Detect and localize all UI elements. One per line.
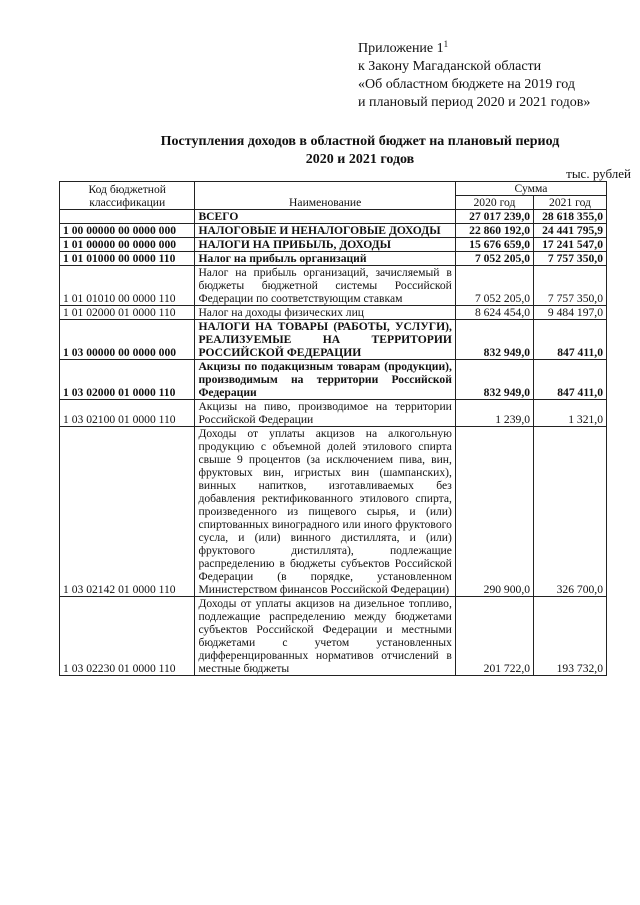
row-value-2021: 847 411,0: [534, 320, 607, 360]
row-name: НАЛОГОВЫЕ И НЕНАЛОГОВЫЕ ДОХОДЫ: [195, 224, 455, 238]
row-code: 1 01 01010 00 0000 110: [60, 266, 195, 306]
appendix-line-4: и плановый период 2020 и 2021 годов»: [358, 95, 591, 110]
header-year-2021: 2021 год: [534, 196, 607, 210]
row-value-2020: 290 900,0: [455, 427, 533, 597]
table-row: [60, 400, 607, 427]
document-title: [80, 133, 640, 169]
row-code: 1 00 00000 00 0000 000: [60, 224, 195, 238]
appendix-header: [358, 40, 628, 112]
row-value-2020: 8 624 454,0: [455, 306, 533, 320]
row-value-2020: 7 052 205,0: [455, 252, 533, 266]
table-row: [60, 597, 607, 676]
row-value-2021: 193 732,0: [534, 597, 607, 676]
row-value-2020: 832 949,0: [455, 320, 533, 360]
row-name: ВСЕГО: [195, 210, 455, 224]
title-line-1: Поступления доходов в областной бюджет на плановый период: [160, 134, 560, 149]
row-code: 1 01 00000 00 0000 000: [60, 238, 195, 252]
table-row: [60, 252, 607, 266]
row-value-2020: 832 949,0: [455, 360, 533, 400]
title-line-2: 2020 и 2021 годов: [305, 152, 415, 167]
row-name: Доходы от уплаты акцизов на дизельное топливо, подлежащие распределению между бюджетами субъектов Российской Федерации и местными бюджетами с учетом установленных дифференцированных нормативов отчислений в местные бюджеты: [195, 597, 455, 676]
units-label: тыс. рублей: [566, 166, 631, 181]
row-value-2021: 326 700,0: [534, 427, 607, 597]
header-code: Код бюджетной классификации: [60, 182, 195, 210]
table-row: [60, 320, 607, 360]
table-row: [60, 224, 607, 238]
row-value-2021: 7 757 350,0: [534, 266, 607, 306]
table-row: [60, 427, 607, 597]
appendix-superscript: 1: [443, 39, 449, 49]
row-code: 1 03 02000 01 0000 110: [60, 360, 195, 400]
table-row: [60, 360, 607, 400]
row-code: 1 03 02100 01 0000 110: [60, 400, 195, 427]
row-value-2021: 1 321,0: [534, 400, 607, 427]
row-value-2021: 17 241 547,0: [534, 238, 607, 252]
row-name: Акцизы по подакцизным товарам (продукции), производимым на территории Российской Федерации: [195, 360, 455, 400]
row-value-2021: 7 757 350,0: [534, 252, 607, 266]
row-code: 1 01 02000 01 0000 110: [60, 306, 195, 320]
header-sum: Сумма: [455, 182, 606, 196]
row-value-2020: 1 239,0: [455, 400, 533, 427]
row-code: 1 03 02230 01 0000 110: [60, 597, 195, 676]
row-name: НАЛОГИ НА ПРИБЫЛЬ, ДОХОДЫ: [195, 238, 455, 252]
appendix-line-1: Приложение $1^1$: [358, 39, 449, 56]
row-code: 1 03 00000 00 0000 000: [60, 320, 195, 360]
row-value-2021: 28 618 355,0: [534, 210, 607, 224]
row-name: Акцизы на пиво, производимое на территории Российской Федерации: [195, 400, 455, 427]
row-value-2020: 7 052 205,0: [455, 266, 533, 306]
appendix-line-3: «Об областном бюджете на 2019 год: [358, 77, 575, 92]
table-row: [60, 306, 607, 320]
row-name: Налог на прибыль организаций, зачисляемый в бюджеты бюджетной системы Российской Федерации по соответствующим ставкам: [195, 266, 455, 306]
row-value-2021: 847 411,0: [534, 360, 607, 400]
row-code: [60, 210, 195, 224]
row-value-2021: 24 441 795,9: [534, 224, 607, 238]
row-name: НАЛОГИ НА ТОВАРЫ (РАБОТЫ, УСЛУГИ), РЕАЛИЗУЕМЫЕ НА ТЕРРИТОРИИ РОССИЙСКОЙ ФЕДЕРАЦИИ: [195, 320, 455, 360]
row-name: Налог на доходы физических лиц: [195, 306, 455, 320]
table-row: [60, 238, 607, 252]
row-value-2020: 22 860 192,0: [455, 224, 533, 238]
table-row: [60, 266, 607, 306]
row-value-2021: 9 484 197,0: [534, 306, 607, 320]
row-code: 1 01 01000 00 0000 110: [60, 252, 195, 266]
row-value-2020: 27 017 239,0: [455, 210, 533, 224]
header-year-2020: 2020 год: [455, 196, 533, 210]
row-name: Налог на прибыль организаций: [195, 252, 455, 266]
appendix-line-2: к Закону Магаданской области: [358, 59, 542, 74]
row-value-2020: 15 676 659,0: [455, 238, 533, 252]
revenue-table: [59, 181, 607, 676]
row-code: 1 03 02142 01 0000 110: [60, 427, 195, 597]
table-row: [60, 210, 607, 224]
row-name: Доходы от уплаты акцизов на алкогольную продукцию с объемной долей этилового спирта свыше 9 процентов (за исключением пива, вин, фруктовых вин, игристых вин (шампанских), винных напитков, изготавливаемых без добавления ректификованного этилового спирта, произведенного из пищевого сырья, и (или) спиртованных виноградного или иного фруктового сусла, и (или) винного дистиллята, и (или) фруктового дистиллята), подлежащие распределению в бюджеты субъектов Российской Федерации (в порядке, установленном Министерством финансов Российской Федерации): [195, 427, 455, 597]
header-name: Наименование: [195, 182, 455, 210]
row-value-2020: 201 722,0: [455, 597, 533, 676]
